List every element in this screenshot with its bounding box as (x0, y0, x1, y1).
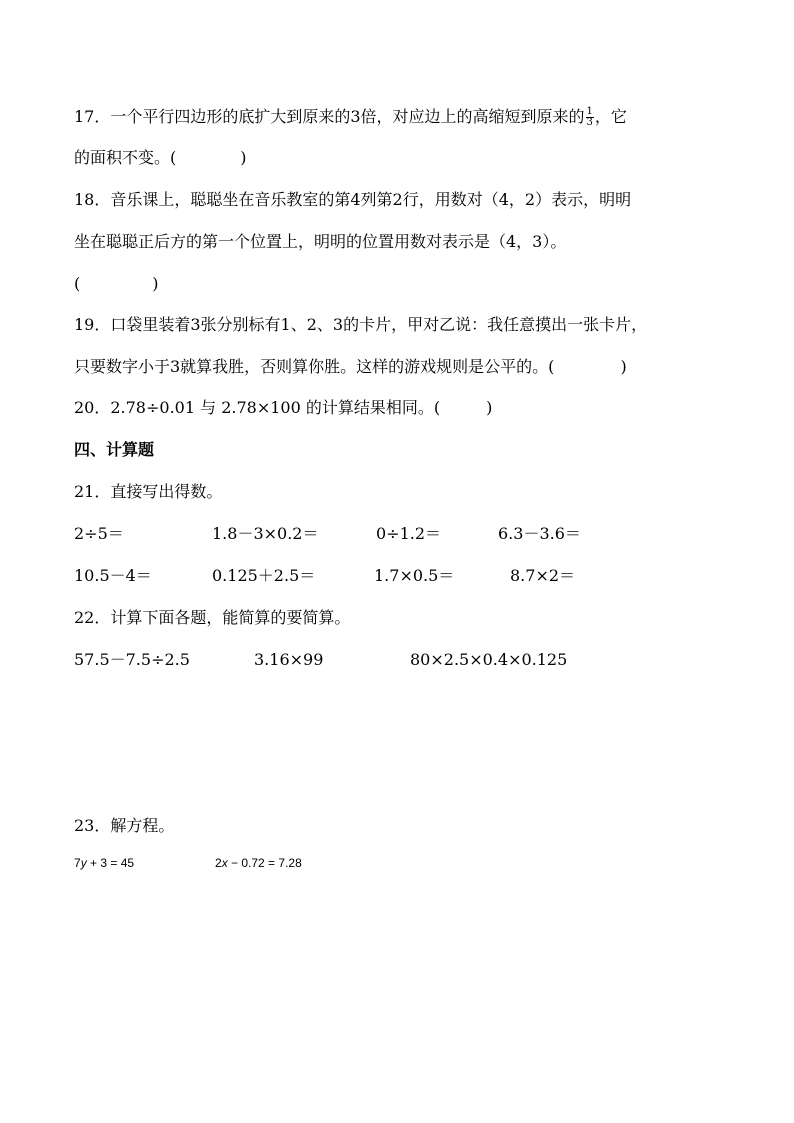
q20-text: 20．2.78÷0.01 与 2.78×100 的计算结果相同。( (74, 398, 441, 417)
fraction-denominator: 3 (586, 117, 593, 128)
section-title: 四、计算题 (74, 440, 155, 459)
q19-line1: 19．口袋里装着3张分别标有1、2、3的卡片，甲对乙说：我任意摸出一张卡片， (74, 315, 648, 334)
eq-coef: 2 (215, 856, 222, 870)
calc-item: 0.125＋2.5＝ (212, 566, 316, 585)
q18-line1: 18．音乐课上，聪聪坐在音乐教室的第4列第2行，用数对（4，2）表示，明明 (74, 190, 632, 209)
eq-variable: x (221, 856, 228, 870)
eq-rest: + 3 = 45 (86, 856, 135, 870)
q21-title: 21．直接写出得数。 (74, 482, 223, 501)
q18-line3 (74, 274, 159, 294)
q17-line1 (74, 107, 627, 128)
q17-text: 17．一个平行四边形的底扩大到原来的3倍，对应边上的高缩短到原来的 (74, 107, 585, 126)
paren-close: ) (486, 398, 493, 417)
q19-text2: 只要数字小于3就算我胜，否则算你胜。这样的游戏规则是公平的。( (74, 357, 555, 376)
eq-variable: y (80, 856, 87, 870)
calc-item: 8.7×2＝ (510, 566, 576, 585)
q17-fraction (586, 107, 594, 128)
q20-line (74, 398, 492, 418)
paren-close: ) (620, 357, 627, 376)
q22-title: 22．计算下面各题，能简算的要简算。 (74, 608, 351, 627)
q17-line2 (74, 148, 247, 168)
calc-item: 0÷1.2＝ (376, 524, 442, 543)
calc-item: 10.5－4＝ (74, 566, 152, 585)
q23-title: 23．解方程。 (74, 816, 175, 835)
paren-close: ) (240, 148, 247, 167)
calc-item: 6.3－3.6＝ (498, 524, 581, 543)
calc-item: 3.16×99 (254, 650, 324, 669)
eq-rest: − 0.72 = 7.28 (227, 856, 302, 870)
q17-text2: 的面积不变。( (74, 148, 177, 167)
calc-item: 1.8－3×0.2＝ (212, 524, 319, 543)
q19-line2 (74, 357, 627, 377)
paren-close: ) (152, 274, 159, 293)
calc-item: 1.7×0.5＝ (374, 566, 455, 585)
equation-1 (74, 855, 134, 871)
calc-item: 2÷5＝ (74, 524, 124, 543)
calc-item: 57.5－7.5÷2.5 (74, 650, 190, 669)
paren-open: ( (74, 274, 81, 293)
eq-coef: 7 (74, 856, 81, 870)
q17-text-end: ，它 (594, 107, 627, 126)
equation-2 (215, 855, 302, 871)
q18-line2: 坐在聪聪正后方的第一个位置上，明明的位置用数对表示是（4，3）。 (74, 232, 567, 251)
fraction-numerator: 1 (586, 106, 593, 117)
calc-item: 80×2.5×0.4×0.125 (410, 650, 568, 669)
